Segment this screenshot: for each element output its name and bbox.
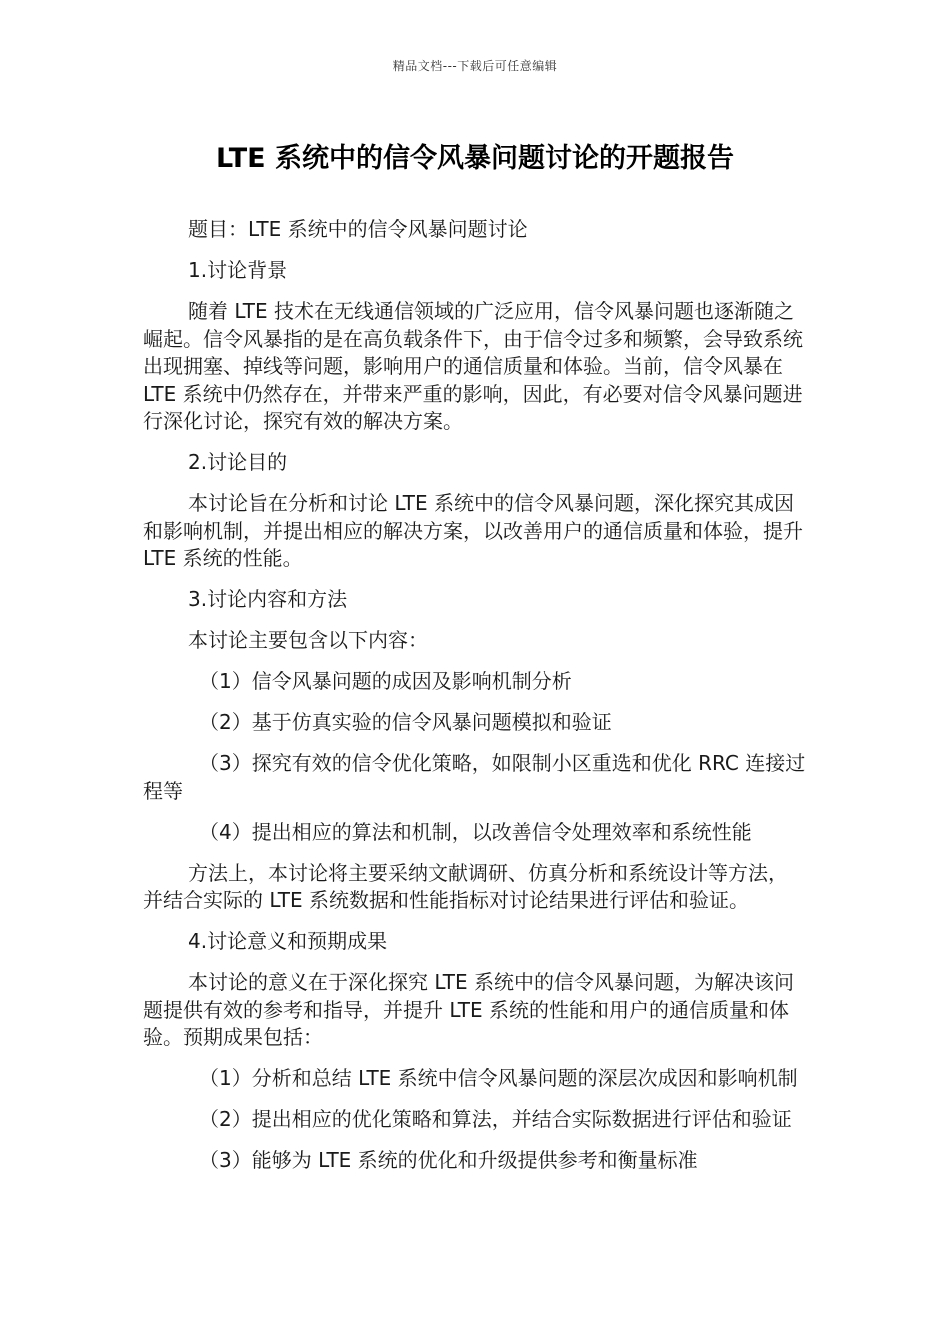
section-4-item: （3）能够为 LTE 系统的优化和升级提供参考和衡量标准 <box>199 1148 698 1172</box>
section-3-method: 方法上，本讨论将主要采纳文献调研、仿真分析和系统设计等方法，并结合实际的 LTE 系统数据和性能指标对讨论结果进行评估和验证。 <box>143 860 788 912</box>
section-3-heading: 3.讨论内容和方法 <box>188 587 348 611</box>
document-title: LTE 系统中的信令风暴问题讨论的开题报告 <box>216 143 734 174</box>
section-2-body: 本讨论旨在分析和讨论 LTE 系统中的信令风暴问题，深化探究其成因和影响机制，并提出相应的解决方案，以改善用户的通信质量和体验，提升 LTE 系统的性能。 <box>143 491 803 570</box>
section-3-intro: 本讨论主要包含以下内容： <box>188 628 428 652</box>
header-note: 精品文档---下载后可任意编辑 <box>392 59 558 73</box>
section-3-item: （4）提出相应的算法和机制，以改善信令处理效率和系统性能 <box>199 819 752 844</box>
topic-line: 题目：LTE 系统中的信令风暴问题讨论 <box>188 217 528 241</box>
section-4-heading: 4.讨论意义和预期成果 <box>188 929 388 953</box>
section-4-item: （1）分析和总结 LTE 系统中信令风暴问题的深层次成因和影响机制 <box>199 1066 798 1090</box>
section-1-heading: 1.讨论背景 <box>188 258 288 282</box>
document-body <box>143 216 807 1175</box>
section-3-item: （2）基于仿真实验的信令风暴问题模拟和验证 <box>199 710 612 734</box>
section-1-body: 随着 LTE 技术在无线通信领域的广泛应用，信令风暴问题也逐渐随之崛起。信令风暴指的是在高负载条件下，由于信令过多和频繁，会导致系统出现拥塞、掉线等问题，影响用户的通信质量和体验。当前，信令风暴在 LTE 系统中仍然存在，并带来严重的影响，因此，有必要对信令风暴问题进行深化讨论，探究有效的解决方案。 <box>143 299 803 433</box>
section-4-item: （2）提出相应的优化策略和算法，并结合实际数据进行评估和验证 <box>199 1107 792 1131</box>
section-3-item: （3）探究有效的信令优化策略，如限制小区重选和优化 RRC 连接过程等 <box>143 751 806 803</box>
section-2-heading: 2.讨论目的 <box>188 450 288 474</box>
section-4-body: 本讨论的意义在于深化探究 LTE 系统中的信令风暴问题，为解决该问题提供有效的参考和指导，并提升 LTE 系统的性能和用户的通信质量和体验。预期成果包括： <box>143 970 794 1049</box>
section-3-item: （1）信令风暴问题的成因及影响机制分析 <box>199 669 572 693</box>
